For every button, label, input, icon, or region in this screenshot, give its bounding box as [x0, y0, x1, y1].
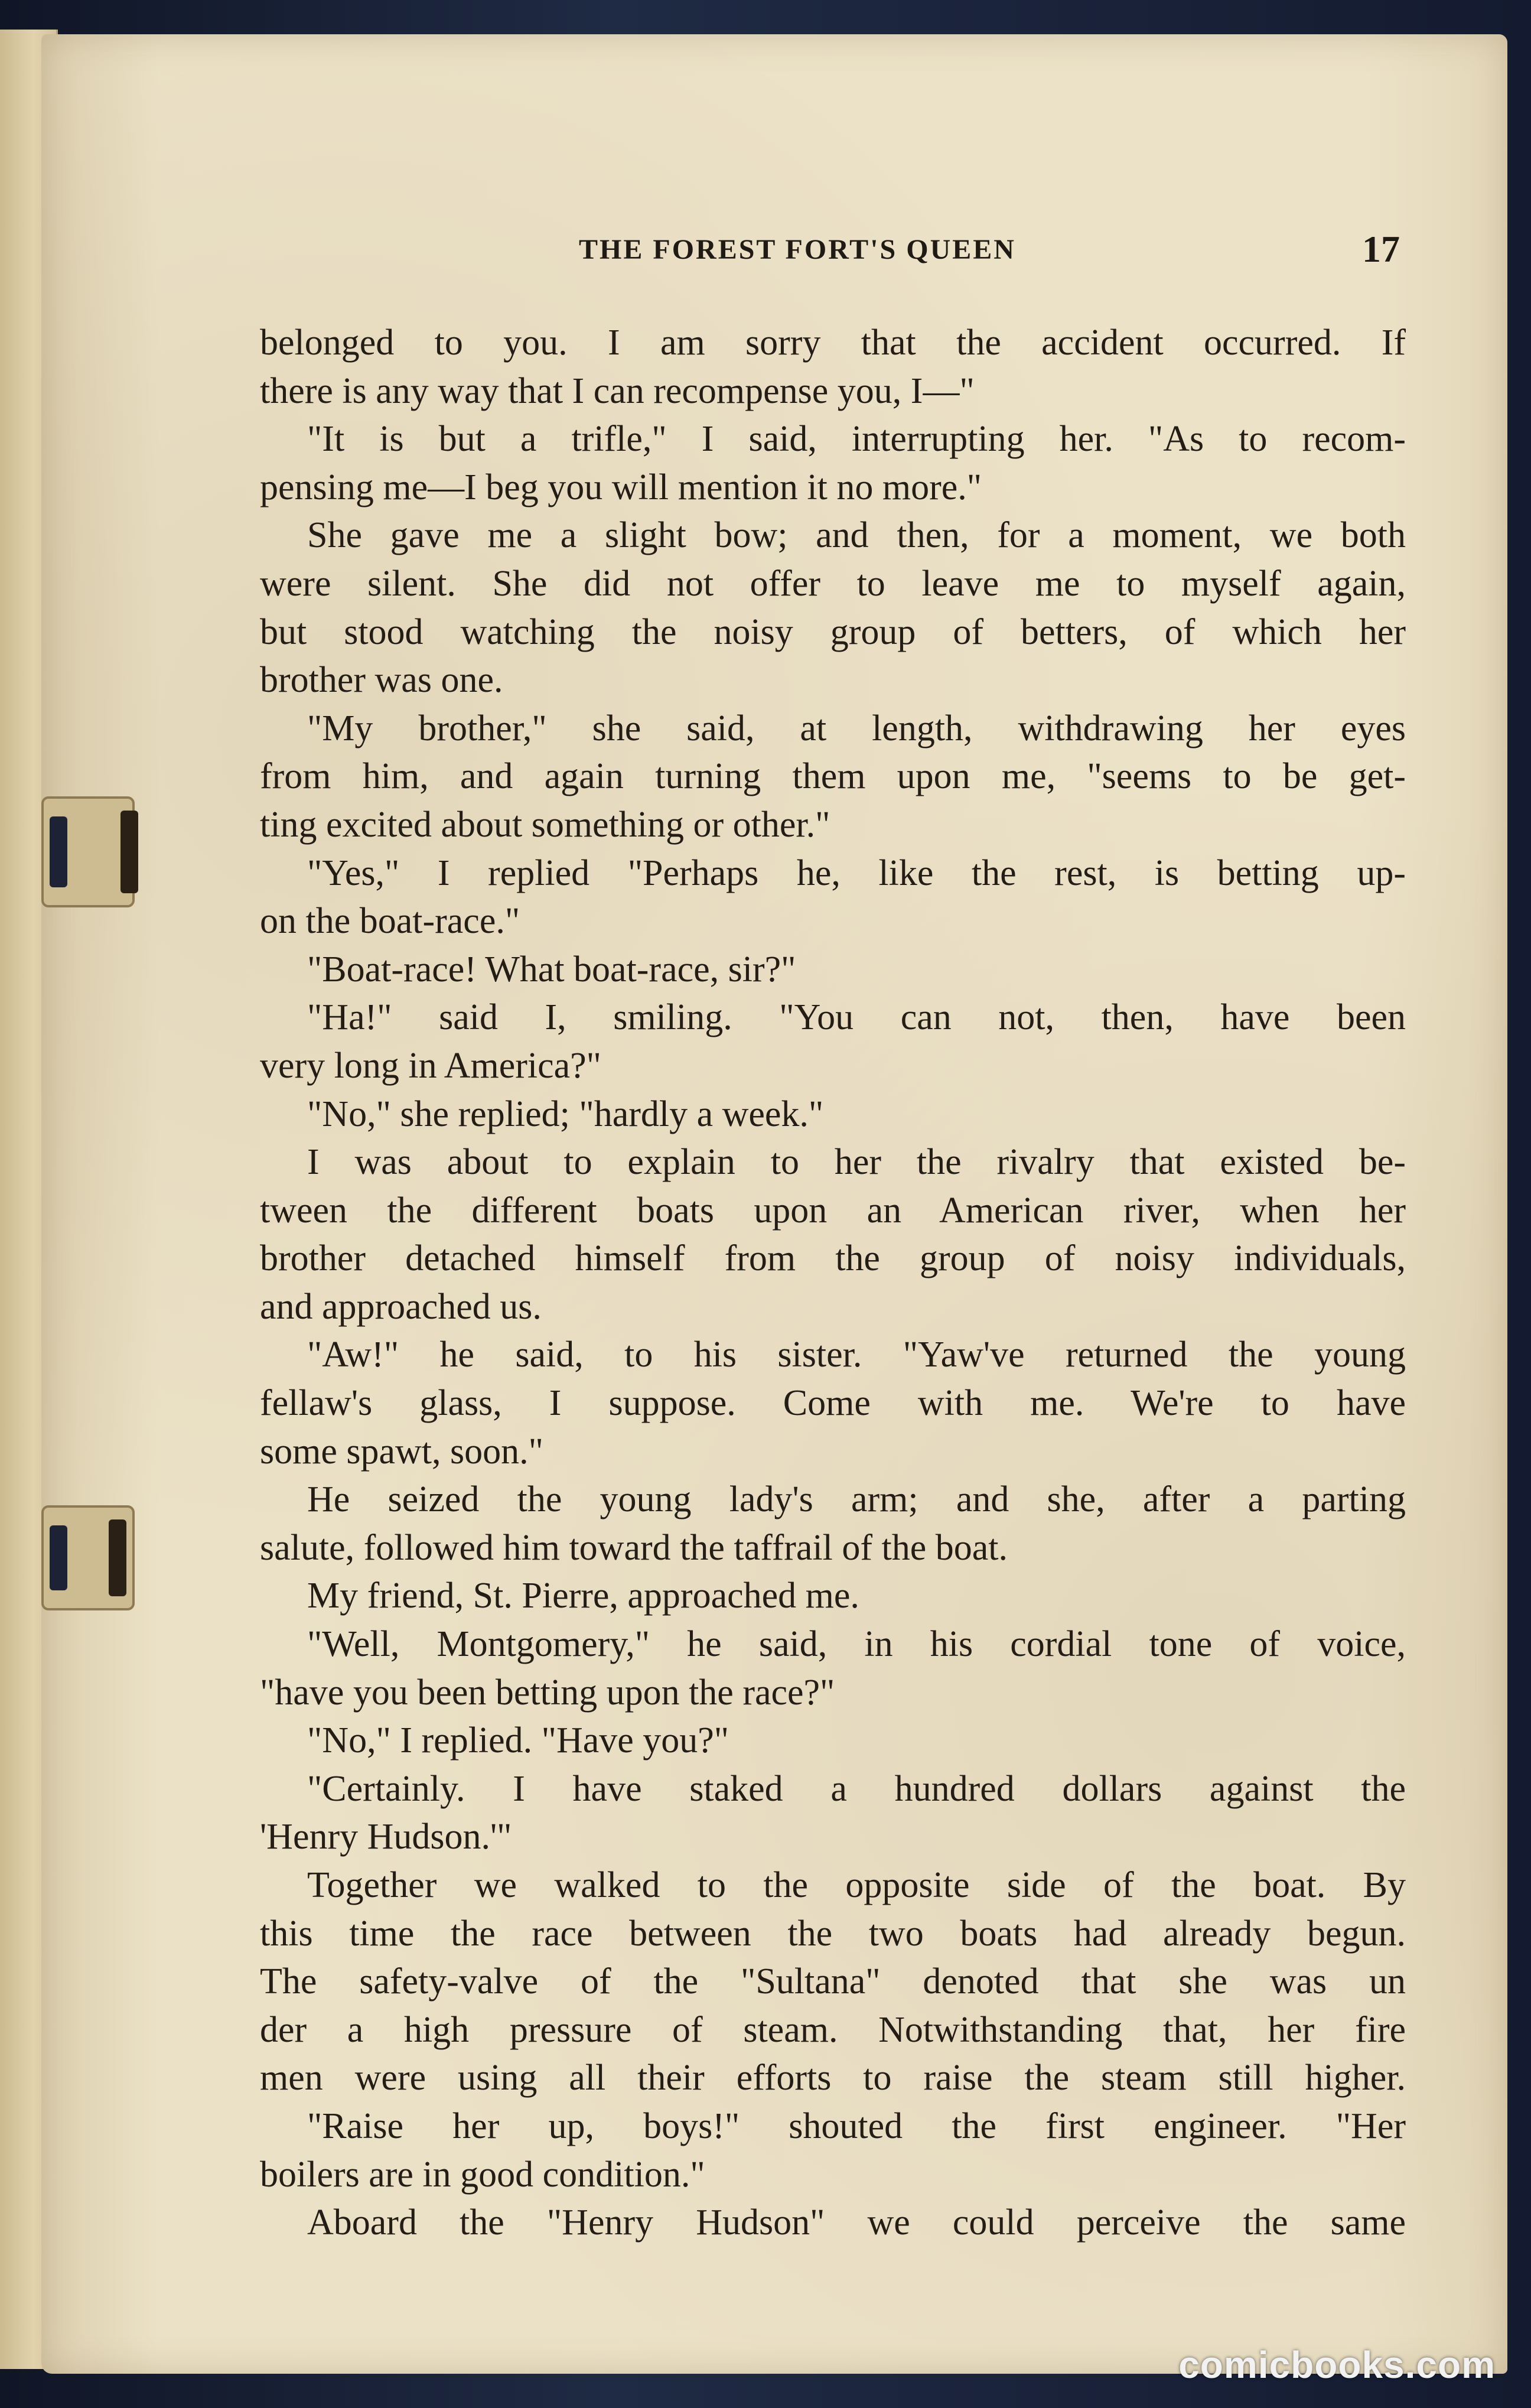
text-line: from him, and again turning them upon me, "seems to be get-	[260, 756, 1406, 797]
binding-staple-upper	[41, 796, 135, 907]
text-line: "Raise her up, boys!" shouted the first engineer. "Her	[307, 2106, 1406, 2146]
running-head	[260, 228, 1400, 275]
text-line: der a high pressure of steam. Notwithstanding that, her fire	[260, 2009, 1406, 2050]
text-line: 'Henry Hudson.'"	[260, 1817, 512, 1857]
text-line: Together we walked to the opposite side of the boat. By	[307, 1865, 1406, 1905]
text-line: salute, followed him toward the taffrail of the boat.	[260, 1527, 1008, 1568]
text-line: but stood watching the noisy group of betters, of which her	[260, 611, 1406, 652]
text-line: pensing me—I beg you will mention it no more."	[260, 467, 982, 507]
binding-staple-lower	[41, 1505, 135, 1610]
staple-hole	[50, 816, 67, 887]
body-text	[260, 319, 1406, 2247]
text-line: were silent. She did not offer to leave me to myself again,	[260, 563, 1406, 604]
text-line: fellaw's glass, I suppose. Come with me. We're to have	[260, 1383, 1406, 1424]
text-line: some spawt, soon."	[260, 1431, 543, 1472]
text-line: "My brother," she said, at length, withdrawing her eyes	[307, 708, 1406, 749]
staple-hole	[50, 1525, 67, 1590]
text-line: belonged to you. I am sorry that the accident occurred. If	[260, 323, 1406, 363]
text-line: boilers are in good condition."	[260, 2154, 705, 2195]
text-line: this time the race between the two boats had already begun.	[260, 1913, 1406, 1954]
running-title: THE FOREST FORT'S QUEEN	[579, 234, 1016, 265]
text-line: brother detached himself from the group of noisy individuals,	[260, 1238, 1406, 1279]
page-number: 17	[1362, 228, 1400, 270]
text-line: "Ha!" said I, smiling. "You can not, then, have been	[307, 997, 1406, 1038]
text-line: "No," she replied; "hardly a week."	[307, 1094, 824, 1134]
text-line: "No," I replied. "Have you?"	[307, 1720, 729, 1761]
text-line: "Aw!" he said, to his sister. "Yaw've returned the young	[307, 1335, 1406, 1375]
text-line: there is any way that I can recompense you, I—"	[260, 370, 975, 411]
text-line: Aboard the "Henry Hudson" we could perceive the same	[307, 2202, 1406, 2243]
text-line: "Boat-race! What boat-race, sir?"	[307, 949, 796, 990]
text-line: ting excited about something or other."	[260, 804, 830, 845]
text-line: My friend, St. Pierre, approached me.	[307, 1576, 859, 1616]
text-line: I was about to explain to her the rivalry that existed be-	[307, 1142, 1406, 1183]
text-line: He seized the young lady's arm; and she, after a parting	[307, 1479, 1406, 1520]
staple-hole	[109, 1519, 126, 1596]
text-line: men were using all their efforts to raise the steam still higher.	[260, 2058, 1406, 2098]
text-line: "It is but a trifle," I said, interrupting her. "As to recom-	[307, 419, 1406, 460]
text-line: The safety-valve of the "Sultana" denoted that she was un	[260, 1961, 1406, 2002]
text-line: "Certainly. I have staked a hundred dollars against the	[307, 1768, 1406, 1809]
text-line: on the boat-race."	[260, 901, 520, 942]
staple-hole	[120, 811, 138, 893]
text-line: She gave me a slight bow; and then, for a moment, we both	[307, 515, 1406, 556]
text-line: "Yes," I replied "Perhaps he, like the rest, is betting up-	[307, 852, 1406, 893]
text-line: very long in America?"	[260, 1045, 601, 1086]
text-line: "have you been betting upon the race?"	[260, 1672, 835, 1713]
text-line: "Well, Montgomery," he said, in his cordial tone of voice,	[307, 1624, 1406, 1665]
text-line: and approached us.	[260, 1286, 542, 1327]
site-watermark: comicbooks.com	[1178, 2344, 1496, 2386]
text-line: brother was one.	[260, 660, 503, 701]
text-line: tween the different boats upon an American river, when her	[260, 1190, 1406, 1231]
